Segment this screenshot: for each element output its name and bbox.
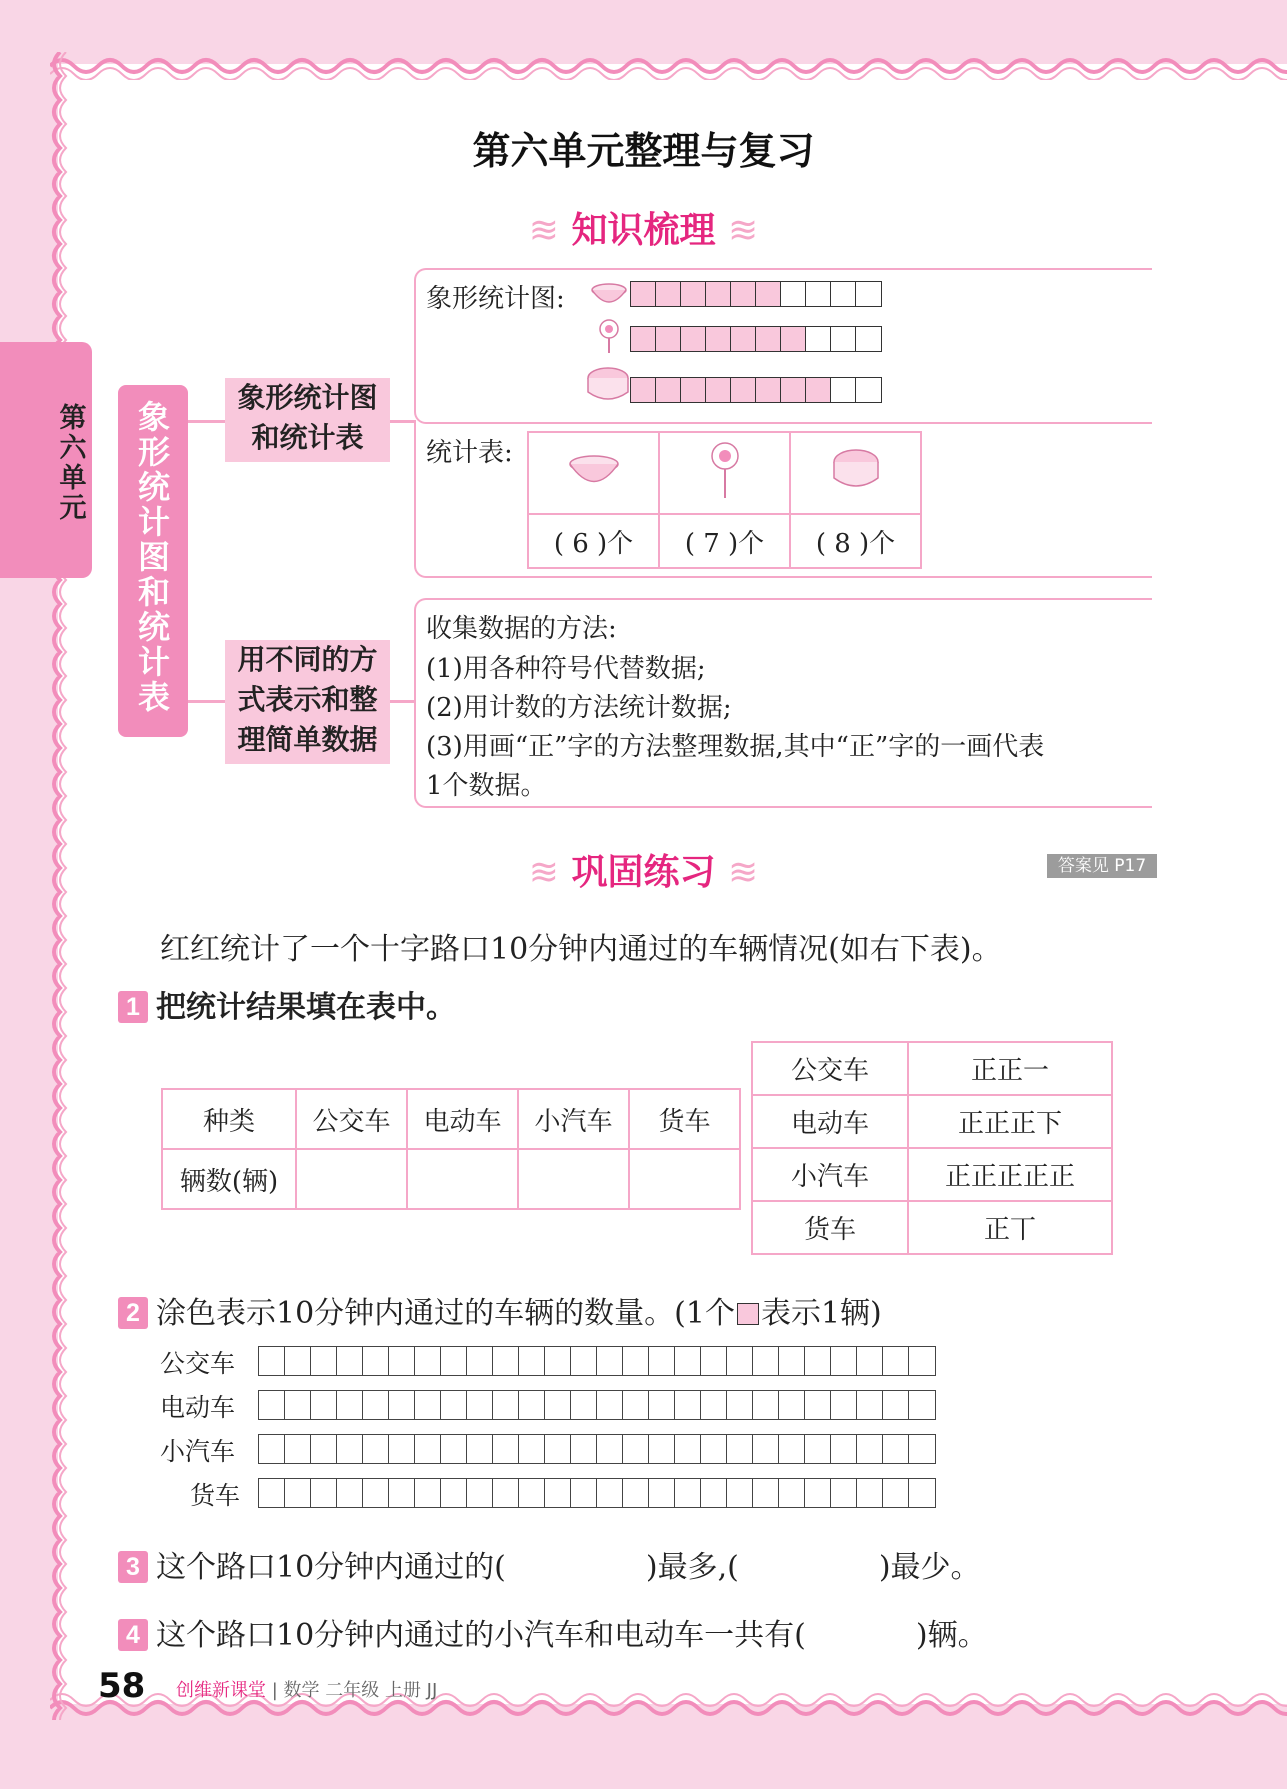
- grid-cell[interactable]: [831, 1479, 857, 1507]
- mindmap-node-pictograph: [225, 378, 390, 462]
- grid-cell[interactable]: [571, 1479, 597, 1507]
- grid-cell[interactable]: [363, 1479, 389, 1507]
- node-label-line: 和统计表: [251, 421, 364, 454]
- grid-cell[interactable]: [545, 1435, 571, 1463]
- coloring-grid-car[interactable]: [258, 1434, 936, 1464]
- pictograph-cell: [656, 282, 681, 306]
- grid-cell[interactable]: [389, 1479, 415, 1507]
- pictograph-cell: [756, 378, 781, 402]
- table-header: 货车: [629, 1089, 740, 1149]
- question-text: 表示1辆): [760, 1296, 882, 1331]
- grid-cell[interactable]: [675, 1391, 701, 1419]
- question-text: 这个路口10分钟内通过的小汽车和电动车一共有(: [156, 1618, 806, 1653]
- grid-cell[interactable]: [441, 1391, 467, 1419]
- grid-cell[interactable]: [259, 1479, 285, 1507]
- grid-cell[interactable]: [753, 1435, 779, 1463]
- pictograph-cell: [681, 327, 706, 351]
- grid-cell[interactable]: [311, 1391, 337, 1419]
- pictograph-cell: [631, 282, 656, 306]
- answer-cell-ebike[interactable]: [407, 1149, 518, 1209]
- footer-info: [176, 1676, 437, 1702]
- grid-cell[interactable]: [779, 1391, 805, 1419]
- grid-cell[interactable]: [493, 1479, 519, 1507]
- pictograph-label: 象形统计图:: [426, 284, 565, 314]
- grid-cell[interactable]: [597, 1435, 623, 1463]
- grid-cell[interactable]: [831, 1347, 857, 1375]
- tally-type: 电动车: [752, 1095, 908, 1148]
- pictograph-cell: [706, 378, 731, 402]
- grid-cell[interactable]: [259, 1435, 285, 1463]
- coloring-grid-bus[interactable]: [258, 1346, 936, 1376]
- grid-cell[interactable]: [753, 1479, 779, 1507]
- tally-marks: 正正正正正: [908, 1148, 1112, 1201]
- question-text: 涂色表示10分钟内通过的车辆的数量。(1个: [156, 1296, 735, 1331]
- grid-cell[interactable]: [259, 1347, 285, 1375]
- pictograph-cell: [856, 282, 881, 306]
- pictograph-cell: [806, 378, 831, 402]
- pictograph-cell: [756, 327, 781, 351]
- grid-cell[interactable]: [883, 1347, 909, 1375]
- grid-cell[interactable]: [493, 1391, 519, 1419]
- grid-cell[interactable]: [259, 1391, 285, 1419]
- grid-cell[interactable]: [415, 1391, 441, 1419]
- grid-cell[interactable]: [337, 1347, 363, 1375]
- table-cell-cake: [790, 432, 921, 514]
- pictograph-cell: [856, 378, 881, 402]
- grid-cell[interactable]: [857, 1391, 883, 1419]
- grid-cell[interactable]: [441, 1435, 467, 1463]
- grid-cell[interactable]: [857, 1435, 883, 1463]
- tally-type: 公交车: [752, 1042, 908, 1095]
- table-row-label: 辆数(辆): [162, 1149, 296, 1209]
- grid-cell[interactable]: [779, 1347, 805, 1375]
- tally-type: 小汽车: [752, 1148, 908, 1201]
- knowledge-heading: [0, 202, 1287, 253]
- grid-cell[interactable]: [649, 1391, 675, 1419]
- question-text: 这个路口10分钟内通过的(: [156, 1550, 506, 1585]
- pictograph-cell: [831, 327, 856, 351]
- wave-deco-icon: ≋: [728, 852, 759, 893]
- unit-side-tab-label: 第六单元: [59, 403, 87, 524]
- grid-cell[interactable]: [285, 1479, 311, 1507]
- grid-cell[interactable]: [545, 1347, 571, 1375]
- table-header: 种类: [162, 1089, 296, 1149]
- grid-cell[interactable]: [597, 1479, 623, 1507]
- methods-title: 收集数据的方法:: [426, 614, 617, 644]
- wave-deco-icon: ≋: [728, 210, 759, 251]
- grid-cell[interactable]: [285, 1391, 311, 1419]
- table-cell-bowl: [528, 432, 659, 514]
- grid-cell[interactable]: [753, 1347, 779, 1375]
- footer-details: 数学 二年级 上册 JJ: [283, 1680, 438, 1701]
- pictograph-cell: [681, 282, 706, 306]
- pictograph-cell: [831, 378, 856, 402]
- grid-cell[interactable]: [727, 1347, 753, 1375]
- grid-cell[interactable]: [883, 1435, 909, 1463]
- grid-cell[interactable]: [727, 1391, 753, 1419]
- grid-cell[interactable]: [909, 1391, 935, 1419]
- grid-cell[interactable]: [519, 1435, 545, 1463]
- pictograph-cell: [781, 378, 806, 402]
- pictograph-cell: [806, 327, 831, 351]
- stats-table-label: 统计表:: [426, 438, 513, 468]
- tally-marks: 正正一: [908, 1042, 1112, 1095]
- grid-cell[interactable]: [779, 1479, 805, 1507]
- grid-cell[interactable]: [363, 1435, 389, 1463]
- mindmap-root-label: 象形统计图和统计表: [137, 398, 170, 716]
- table-count-cell: ( 8 )个: [790, 514, 921, 568]
- tally-type: 货车: [752, 1201, 908, 1254]
- grid-cell[interactable]: [467, 1347, 493, 1375]
- grid-cell[interactable]: [597, 1391, 623, 1419]
- answer-cell-car[interactable]: [518, 1149, 629, 1209]
- grid-cell[interactable]: [831, 1435, 857, 1463]
- table-header: 电动车: [407, 1089, 518, 1149]
- stats-table: [527, 431, 922, 569]
- grid-cell[interactable]: [571, 1347, 597, 1375]
- node-label-line: 式表示和整: [237, 683, 378, 716]
- pictograph-cell: [806, 282, 831, 306]
- pictograph-cell: [656, 378, 681, 402]
- grid-label: 小汽车: [160, 1437, 236, 1466]
- table-header: 公交车: [296, 1089, 407, 1149]
- grid-cell[interactable]: [805, 1347, 831, 1375]
- method-item: (2)用计数的方法统计数据;: [426, 693, 732, 723]
- question-number: 4: [118, 1619, 148, 1651]
- grid-cell[interactable]: [857, 1347, 883, 1375]
- cake-icon: [585, 364, 631, 406]
- grid-cell[interactable]: [883, 1479, 909, 1507]
- pictograph-row-lollipop: [630, 326, 882, 352]
- grid-cell[interactable]: [311, 1435, 337, 1463]
- knowledge-heading-text: 知识梳理: [571, 210, 716, 251]
- wave-deco-icon: ≋: [528, 210, 559, 251]
- tally-marks: 正丅: [908, 1201, 1112, 1254]
- grid-cell[interactable]: [519, 1347, 545, 1375]
- footer-separator: |: [266, 1680, 284, 1701]
- answer-cell-truck[interactable]: [629, 1149, 740, 1209]
- question-2: [118, 1288, 882, 1332]
- grid-cell[interactable]: [441, 1347, 467, 1375]
- grid-cell[interactable]: [701, 1347, 727, 1375]
- question-number: 3: [118, 1551, 148, 1583]
- connector-line: [390, 700, 414, 703]
- grid-cell[interactable]: [597, 1347, 623, 1375]
- grid-cell[interactable]: [623, 1347, 649, 1375]
- grid-cell[interactable]: [623, 1479, 649, 1507]
- tally-marks: 正正正下: [908, 1095, 1112, 1148]
- pictograph-cell: [706, 327, 731, 351]
- grid-cell[interactable]: [701, 1391, 727, 1419]
- grid-cell[interactable]: [727, 1435, 753, 1463]
- node-label-line: 用不同的方: [237, 643, 378, 676]
- connector-line: [390, 420, 414, 423]
- grid-cell[interactable]: [285, 1435, 311, 1463]
- grid-cell[interactable]: [701, 1435, 727, 1463]
- pictograph-cell: [781, 327, 806, 351]
- question-1: [118, 982, 456, 1026]
- grid-cell[interactable]: [467, 1435, 493, 1463]
- pictograph-cell: [731, 282, 756, 306]
- grid-label: 货车: [190, 1481, 241, 1510]
- answer-cell-bus[interactable]: [296, 1149, 407, 1209]
- grid-cell[interactable]: [623, 1391, 649, 1419]
- grid-cell[interactable]: [649, 1435, 675, 1463]
- node-label-line: 理简单数据: [237, 723, 378, 756]
- grid-cell[interactable]: [545, 1391, 571, 1419]
- pictograph-row-cake: [630, 377, 882, 403]
- grid-cell[interactable]: [311, 1479, 337, 1507]
- grid-cell[interactable]: [519, 1479, 545, 1507]
- grid-cell[interactable]: [571, 1435, 597, 1463]
- question-text: )最少。: [878, 1550, 981, 1585]
- method-item: (3)用画“正”字的方法整理数据,其中“正”字的一画代表: [426, 732, 1045, 762]
- table-count-cell: ( 6 )个: [528, 514, 659, 568]
- node-label-line: 象形统计图: [237, 381, 378, 414]
- method-item: 1个数据。: [426, 771, 547, 801]
- practice-intro: 红红统计了一个十字路口10分钟内通过的车辆情况(如右下表)。: [160, 932, 1002, 967]
- top-wave-border: [50, 52, 1287, 80]
- table-header: 小汽车: [518, 1089, 629, 1149]
- grid-cell[interactable]: [701, 1479, 727, 1507]
- pictograph-cell: [731, 378, 756, 402]
- page-title: 第六单元整理与复习: [472, 129, 815, 173]
- page-number: 58: [98, 1666, 146, 1706]
- grid-cell[interactable]: [649, 1479, 675, 1507]
- pictograph-cell: [856, 327, 881, 351]
- grid-cell[interactable]: [311, 1347, 337, 1375]
- lollipop-icon: [596, 318, 622, 354]
- grid-cell[interactable]: [337, 1435, 363, 1463]
- grid-cell[interactable]: [337, 1391, 363, 1419]
- grid-label: 电动车: [160, 1393, 236, 1422]
- fill-in-table: [161, 1088, 741, 1210]
- bowl-icon: [567, 449, 621, 491]
- pictograph-cell: [631, 378, 656, 402]
- grid-cell[interactable]: [623, 1435, 649, 1463]
- table-cell-lollipop: [659, 432, 790, 514]
- pictograph-cell: [756, 282, 781, 306]
- grid-cell[interactable]: [883, 1391, 909, 1419]
- grid-cell[interactable]: [441, 1479, 467, 1507]
- question-text: )最多,(: [645, 1550, 739, 1585]
- pictograph-cell: [631, 327, 656, 351]
- question-number: 1: [118, 991, 148, 1023]
- grid-cell[interactable]: [519, 1391, 545, 1419]
- question-number: 2: [118, 1297, 148, 1329]
- grid-cell[interactable]: [415, 1347, 441, 1375]
- mindmap-node-methods: [225, 640, 390, 764]
- question-3: [118, 1542, 981, 1586]
- pictograph-row-bowl: [630, 281, 882, 307]
- grid-cell[interactable]: [467, 1479, 493, 1507]
- question-text: )辆。: [915, 1618, 988, 1653]
- pictograph-cell: [681, 378, 706, 402]
- grid-cell[interactable]: [337, 1479, 363, 1507]
- grid-cell[interactable]: [493, 1435, 519, 1463]
- question-text: 把统计结果填在表中。: [156, 990, 456, 1025]
- grid-cell[interactable]: [493, 1347, 519, 1375]
- bowl-icon: [589, 280, 629, 308]
- grid-cell[interactable]: [753, 1391, 779, 1419]
- grid-cell[interactable]: [363, 1391, 389, 1419]
- grid-cell[interactable]: [831, 1391, 857, 1419]
- grid-cell[interactable]: [649, 1347, 675, 1375]
- grid-cell[interactable]: [727, 1479, 753, 1507]
- pink-square-icon: [737, 1303, 759, 1325]
- tally-table: [751, 1041, 1113, 1255]
- grid-cell[interactable]: [675, 1479, 701, 1507]
- pictograph-cell: [831, 282, 856, 306]
- connector-line: [188, 420, 226, 423]
- grid-cell[interactable]: [909, 1479, 935, 1507]
- table-count-cell: ( 7 )个: [659, 514, 790, 568]
- coloring-grid-ebike[interactable]: [258, 1390, 936, 1420]
- pictograph-cell: [781, 282, 806, 306]
- grid-cell[interactable]: [857, 1479, 883, 1507]
- grid-cell[interactable]: [675, 1435, 701, 1463]
- grid-cell[interactable]: [779, 1435, 805, 1463]
- connector-line: [188, 700, 226, 703]
- grid-cell[interactable]: [415, 1479, 441, 1507]
- pictograph-cell: [731, 327, 756, 351]
- grid-cell[interactable]: [805, 1391, 831, 1419]
- grid-cell[interactable]: [805, 1435, 831, 1463]
- grid-cell[interactable]: [363, 1347, 389, 1375]
- grid-cell[interactable]: [389, 1435, 415, 1463]
- answer-reference-tag: 答案见 P17: [1047, 854, 1157, 878]
- wave-deco-icon: ≋: [528, 852, 559, 893]
- coloring-grid-truck[interactable]: [258, 1478, 936, 1508]
- method-item: (1)用各种符号代替数据;: [426, 654, 706, 684]
- grid-cell[interactable]: [389, 1391, 415, 1419]
- grid-cell[interactable]: [909, 1347, 935, 1375]
- grid-cell[interactable]: [415, 1435, 441, 1463]
- lollipop-icon: [708, 440, 742, 500]
- pictograph-cell: [656, 327, 681, 351]
- footer-brand: 创维新课堂: [176, 1680, 266, 1701]
- grid-label: 公交车: [160, 1349, 236, 1378]
- grid-cell[interactable]: [909, 1435, 935, 1463]
- grid-cell[interactable]: [467, 1391, 493, 1419]
- practice-heading-text: 巩固练习: [571, 852, 716, 893]
- cake-icon: [829, 445, 883, 495]
- question-4: [118, 1610, 988, 1654]
- grid-cell[interactable]: [805, 1479, 831, 1507]
- grid-cell[interactable]: [285, 1347, 311, 1375]
- grid-cell[interactable]: [389, 1347, 415, 1375]
- grid-cell[interactable]: [675, 1347, 701, 1375]
- grid-cell[interactable]: [545, 1479, 571, 1507]
- pictograph-cell: [706, 282, 731, 306]
- grid-cell[interactable]: [571, 1391, 597, 1419]
